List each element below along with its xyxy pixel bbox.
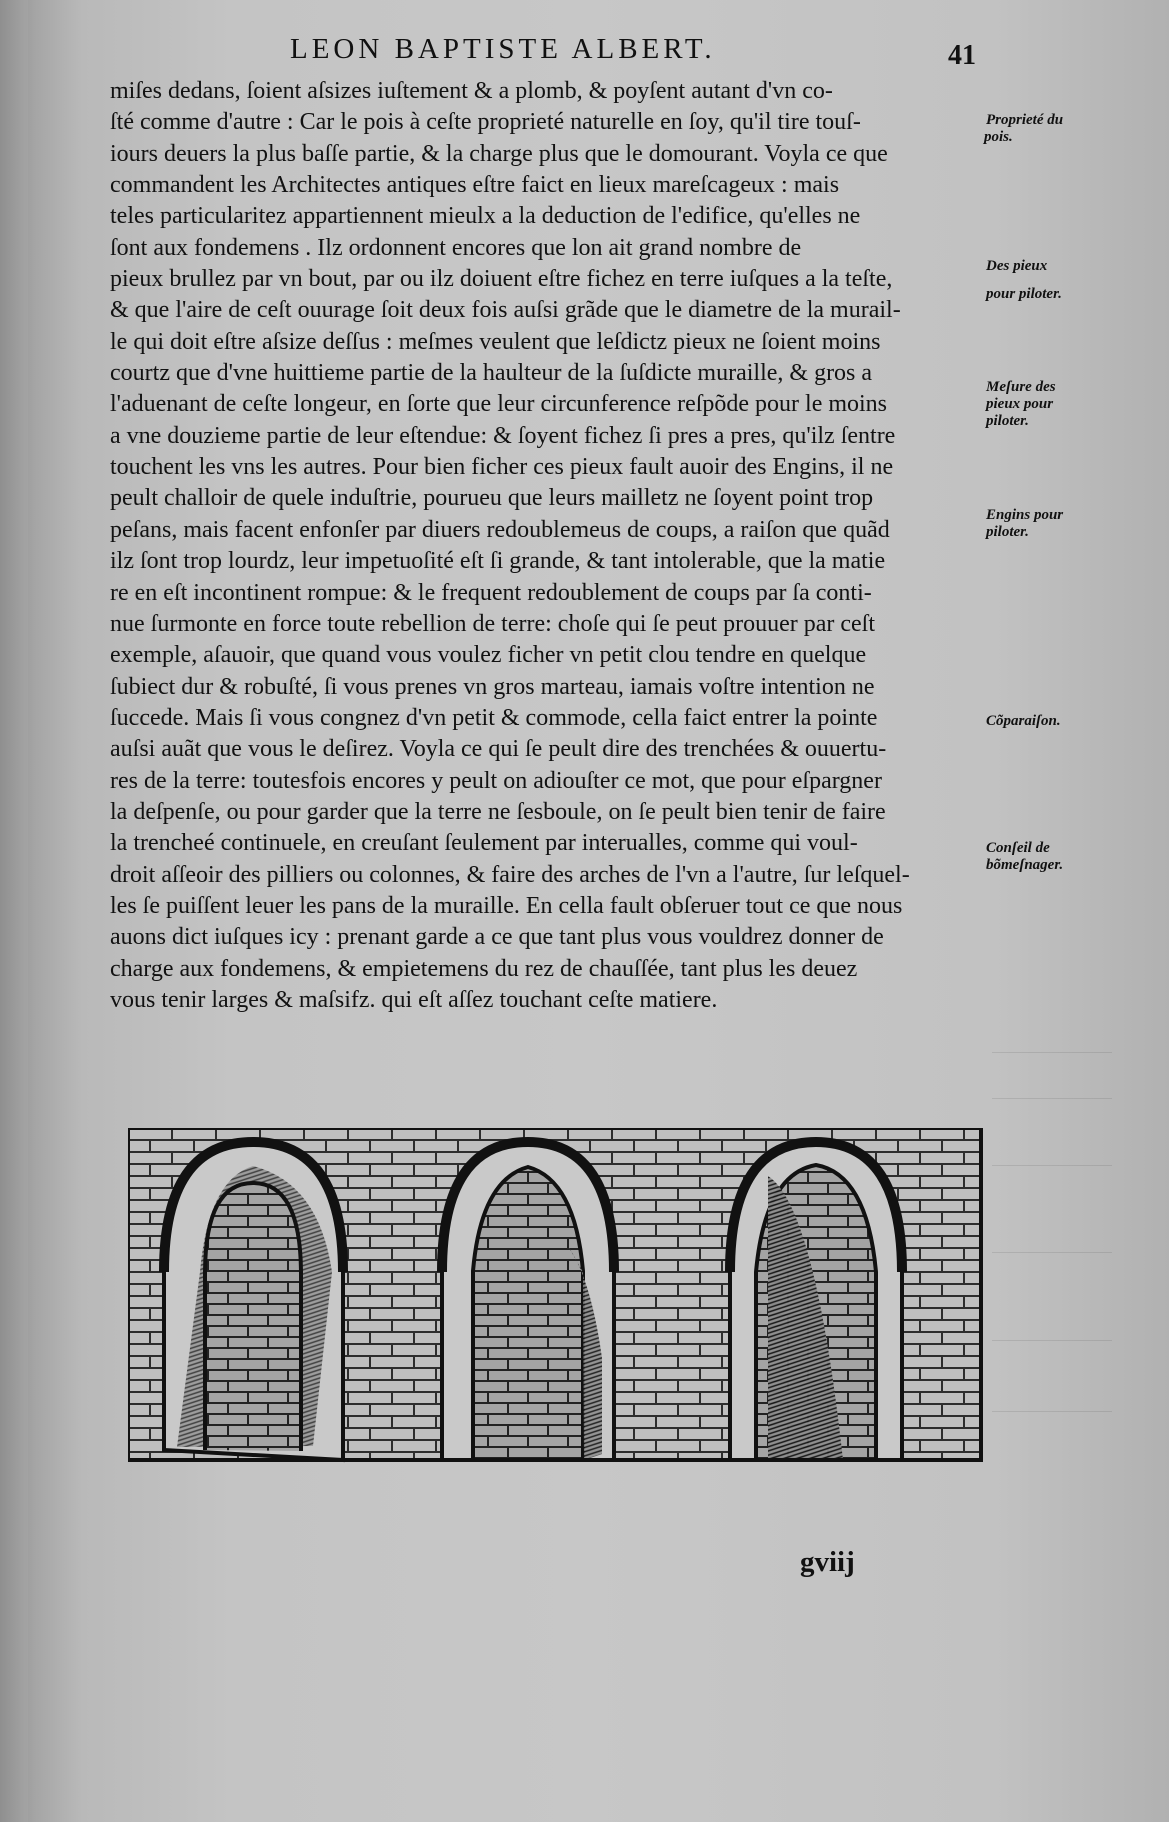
text-line: miſes dedans, ſoient aſsizes iuſtement & a plomb, & poyſent autant d'vn co- — [110, 78, 833, 104]
text-line: ilz ſont trop lourdz, leur impetuoſité eſt ſi grande, & tant intolerable, que la matie — [110, 548, 886, 575]
margin-note-line: piloter. — [986, 524, 1029, 540]
margin-note-pieux — [986, 258, 1062, 303]
margin-note-line: Meſure des — [986, 379, 1056, 395]
text-line: peſans, mais facent enfonſer par diuers redoublemeus de coups, a raiſon que quãd — [110, 516, 890, 543]
margin-note-line: pour piloter. — [986, 286, 1062, 302]
text-line: ſont aux fondemens . Ilz ordonnent encores que lon ait grand nombre de — [110, 234, 802, 261]
text-line: droit aſſeoir des pilliers ou colonnes, & faire des arches de l'vn a l'autre, ſur leſquel- — [110, 861, 910, 888]
margin-note-line: Des pieux — [986, 258, 1048, 274]
middle-arch-inner-face — [473, 1167, 583, 1460]
arches-woodcut-illustration — [128, 1128, 988, 1492]
text-line: & que l'aire de ceſt ouurage ſoit deux fois auſsi grãde que le diametre de la murail- — [110, 297, 901, 324]
text-line: vous tenir larges & maſsifz. qui eſt aſſez touchant ceſte matiere. — [110, 986, 718, 1013]
show-through-mark — [992, 1411, 1112, 1412]
margin-note-line: bõmeſnager. — [986, 857, 1064, 873]
text-line: le qui doit eſtre aſsize deſſus : meſmes veulent que leſdictz pieux ne ſoient moins — [110, 328, 881, 355]
margin-note-line: pieux pour — [986, 396, 1054, 412]
text-line: res de la terre: toutesfois encores y peult on adiouſter ce mot, que pour eſpargner — [110, 767, 882, 794]
margin-note-line: Proprieté du — [986, 112, 1064, 128]
text-line: les ſe puiſſent leuer les pans de la muraille. En cella fault obſeruer tout ce que nous — [110, 892, 903, 919]
text-line: ſubiect dur & robuſté, ſi vous prenes vn gros marteau, iamais voſtre intention ne — [110, 673, 875, 700]
show-through-marks — [984, 1020, 1144, 1440]
margin-note-engins — [986, 507, 1063, 541]
show-through-mark — [992, 1165, 1112, 1166]
text-line: ſuccede. Mais ſi vous congnez d'vn petit & commode, cella faict entrer la pointe — [110, 704, 878, 731]
margin-note-mesure — [986, 379, 1056, 430]
text-line: exemple, aſauoir, que quand vous voulez ficher vn petit clou tendre en quelque — [110, 642, 867, 669]
text-line: peult challoir de quele induſtrie, pourueu que leurs mailletz ne ſoyent point trop — [110, 485, 874, 512]
text-line: iours deuers la plus baſſe partie, & la charge plus que le domourant. Voyla ce que — [110, 140, 888, 167]
text-line: l'aduenant de ceſte longeur, en ſorte que leur circunference reſpõde pour le moins — [110, 391, 888, 418]
text-line: ſté comme d'autre : Car le pois à ceſte proprieté naturelle en ſoy, qu'il tire touſ- — [110, 109, 861, 136]
margin-note-line: pois. — [984, 129, 1013, 145]
running-header: LEON BAPTISTE ALBERT. — [290, 33, 716, 65]
text-line: la trencheé continuele, en creuſant ſeulement par interualles, comme qui voul- — [110, 830, 858, 857]
text-line: pieux brullez par vn bout, par ou ilz doiuent eſtre fichez en terre iuſques a la teſte, — [110, 266, 893, 293]
text-line: a vne douzieme partie de leur eſtendue: & ſoyent fichez ſi pres a pres, qu'ilz ſentre — [110, 422, 896, 449]
text-line: auons dict iuſques icy : prenant garde a ce que tant plus vous vouldrez donner de — [110, 924, 884, 951]
text-line: auſsi auãt que vous le deſirez. Voyla ce qui ſe peult dire des trenchées & ouuertu- — [110, 736, 887, 763]
text-line: commandent les Architectes antiques eſtre faict en lieux mareſcageux : mais — [110, 172, 840, 199]
page-gutter-shadow — [0, 0, 28, 1822]
text-line: courtz que d'vne huittieme partie de la haulteur de la ſuſdicte muraille, & gros a — [110, 360, 873, 387]
text-line: touchent les vns les autres. Pour bien ficher ces pieux fault auoir des Engins, il ne — [110, 454, 894, 481]
text-line: charge aux fondemens, & empietemens du rez de chauſſée, tant plus les deuez — [110, 955, 858, 982]
margin-note-line: Engins pour — [986, 507, 1064, 523]
text-line: nue ſurmonte en force toute rebellion de terre: choſe qui ſe peut prouuer par ceſt — [110, 610, 876, 637]
text-line: re en eſt incontinent rompue: & le frequent redoublement de coups par ſa conti- — [110, 579, 872, 606]
signature-mark: gviij — [800, 1546, 855, 1578]
margin-note-conseil — [986, 840, 1063, 874]
show-through-mark — [992, 1098, 1112, 1099]
margin-note-proprieté — [986, 112, 1063, 146]
margin-note-line: Cõparaiſon. — [986, 713, 1061, 729]
page-number: 41 — [948, 40, 976, 71]
text-line: la deſpenſe, ou pour garder que la terre ne ſesboule, on ſe peult bien tenir de faire — [110, 798, 886, 825]
show-through-mark — [992, 1340, 1112, 1341]
main-text-block — [110, 76, 990, 1016]
show-through-mark — [992, 1252, 1112, 1253]
margin-note-line: Conſeil de — [986, 840, 1050, 856]
left-arch-inner-face — [205, 1183, 301, 1451]
show-through-mark — [992, 1052, 1112, 1053]
margin-note-coparaison — [986, 713, 1061, 730]
text-line: teles particularitez appartiennent mieulx a la deduction de l'edifice, qu'elles ne — [110, 203, 861, 230]
margin-note-line: piloter. — [986, 413, 1029, 429]
